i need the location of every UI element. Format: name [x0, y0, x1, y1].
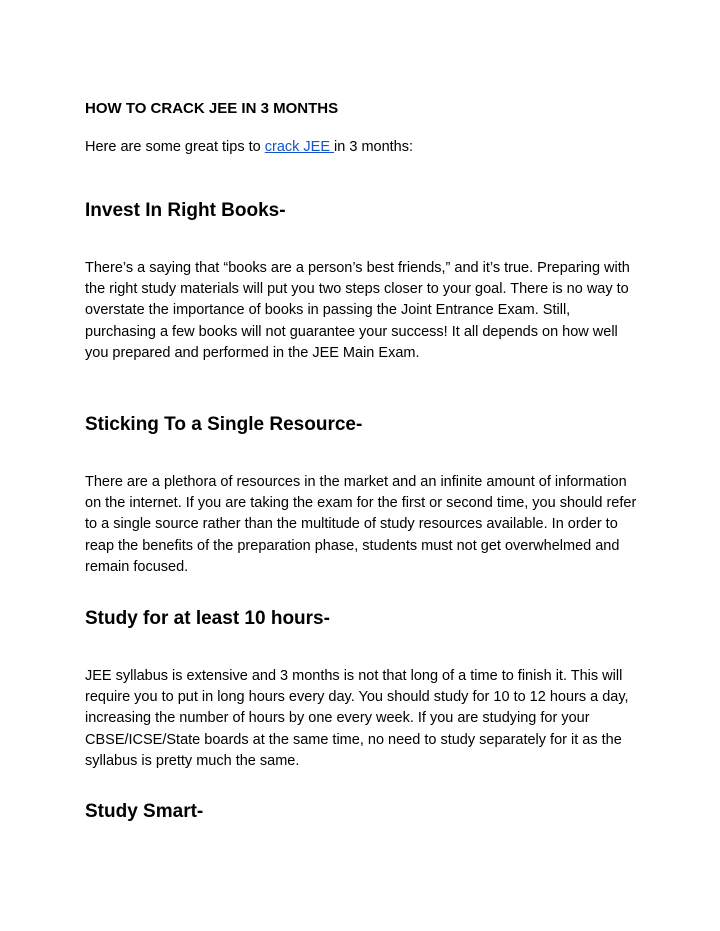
section-heading-study-smart: Study Smart-	[85, 801, 204, 822]
crack-jee-link[interactable]: crack JEE	[264, 139, 335, 155]
section-body-study-10-hours: JEE syllabus is extensive and 3 months is not that long of a time to finish it. This will require you to put in long hours every day. You should study for 10 to 12 hours a day, increasing the number of hours by one every week. If you are studying for your CBSE/ICSE/State boards at the same time, no need to study separately for it as the syllabus is pretty much the same.	[85, 668, 629, 769]
intro-text-after: in 3 months:	[334, 139, 414, 155]
intro-text-before: Here are some great tips to	[85, 139, 265, 155]
section-heading-invest-in-right-books: Invest In Right Books-	[85, 200, 286, 221]
section-heading-single-resource: Sticking To a Single Resource-	[85, 414, 363, 435]
section-body-single-resource: There are a plethora of resources in the market and an infinite amount of information on the internet. If you are taking the exam for the first or second time, you should refer to a single source rather than the multitude of study resources available. In order to reap the benefits of the preparation phase, students must not get overwhelmed and remain focused.	[85, 474, 637, 575]
section-body-invest-in-right-books: There’s a saying that “books are a person’s best friends,” and it’s true. Preparing with the right study materials will put you two steps closer to your goal. There is no way to overstate the importance of books in passing the Joint Entrance Exam. Still, purchasing a few books will not guarantee your success! It all depends on how well you prepared and performed in the JEE Main Exam.	[85, 260, 630, 361]
document-title: HOW TO CRACK JEE IN 3 MONTHS	[85, 100, 339, 117]
intro-paragraph	[85, 137, 413, 157]
section-heading-study-10-hours: Study for at least 10 hours-	[85, 608, 330, 629]
